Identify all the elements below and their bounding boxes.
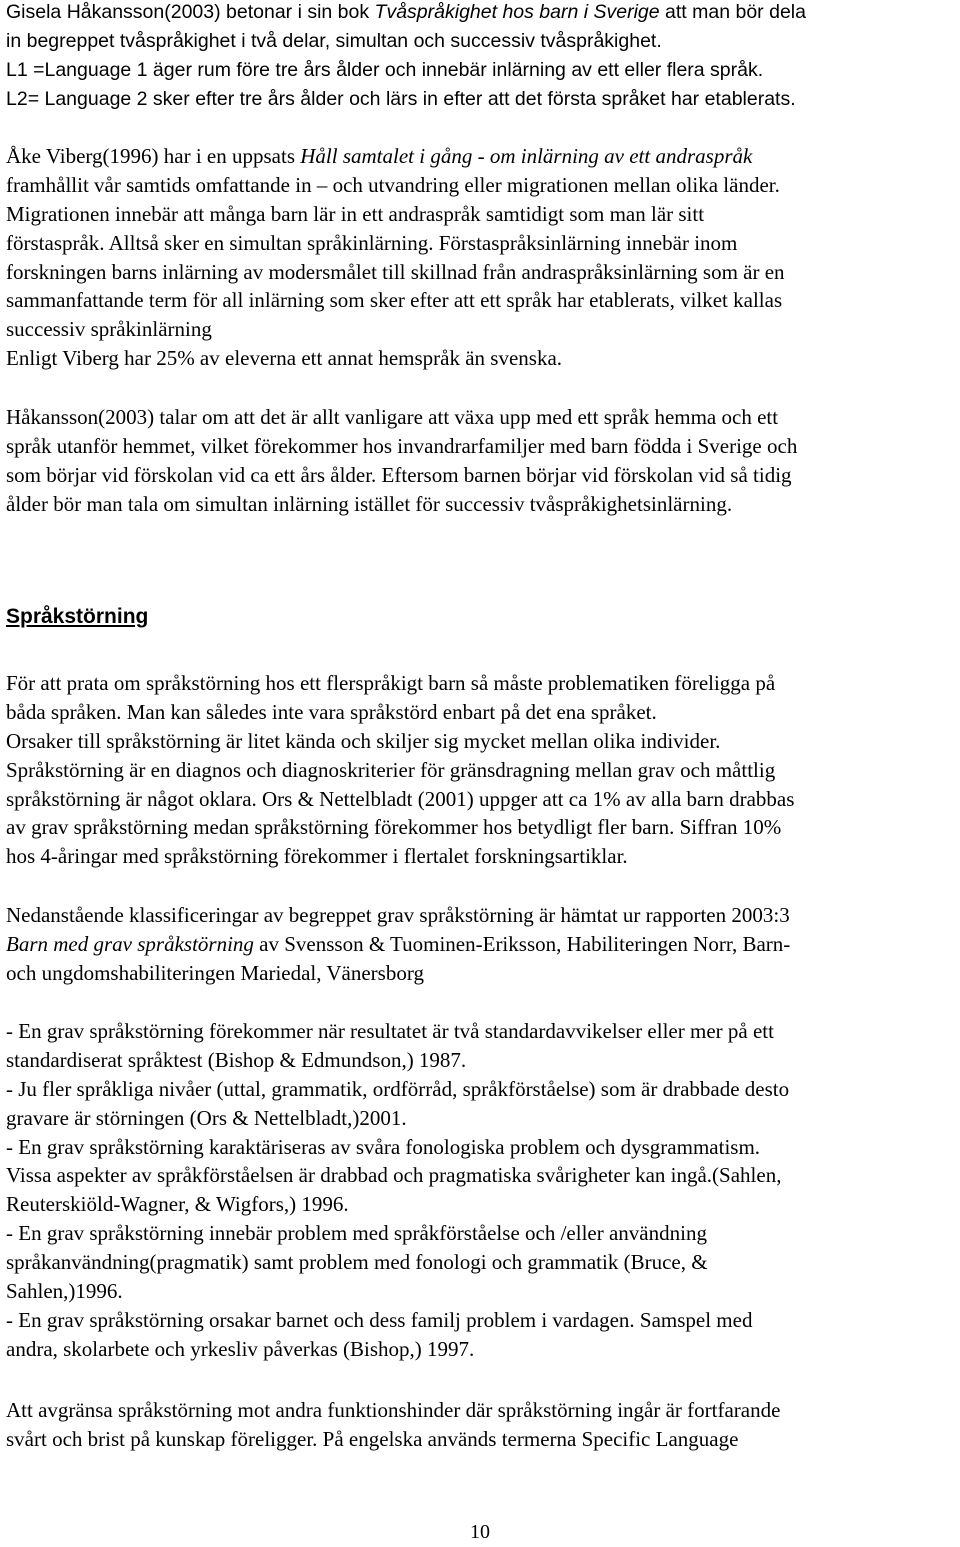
classification-paragraph — [6, 901, 956, 988]
text-line — [6, 0, 956, 27]
list-item: andra, skolarbete och yrkesliv påverkas (Bishop,) 1997. — [6, 1336, 475, 1361]
text-line: successiv språkinlärning — [6, 317, 212, 342]
text-run: Åke Viberg(1996) har i en uppsats — [6, 144, 301, 168]
intro-paragraph — [6, 0, 956, 114]
essay-title: Håll samtalet i gång - om inlärning av ett andraspråk — [300, 144, 753, 168]
text-run: att man bör dela — [659, 1, 806, 23]
list-item: Vissa aspekter av språkförståelsen är drabbad och pragmatiska svårigheter kan ingå.(Sahlen, — [6, 1163, 782, 1188]
text-line: forskningen barns inlärning av modersmålet till skillnad från andraspråksinlärning som är en — [6, 259, 785, 284]
list-item: - En grav språkstörning förekommer när resultatet är två standardavvikelser eller mer på ett — [6, 1019, 774, 1043]
text-line: förstaspråk. Alltså sker en simultan språkinlärning. Förstaspråksinlärning innebär inom — [6, 230, 738, 255]
text-run: Gisela Håkansson(2003) betonar i sin bok — [6, 1, 375, 23]
text-line: Språkstörning är en diagnos och diagnoskriterier för gränsdragning mellan grav och måttlig — [6, 757, 776, 782]
text-line: ålder bör man tala om simultan inlärning istället för successiv tvåspråkighetsinlärning. — [6, 491, 733, 516]
viberg-paragraph — [6, 142, 956, 373]
text-line: Nedanstående klassificeringar av begreppet grav språkstörning är hämtat ur rapporten 2003:3 — [6, 903, 790, 927]
list-item: standardiserat språktest (Bishop & Edmundson,) 1987. — [6, 1047, 467, 1072]
text-run: av Svensson & Tuominen-Eriksson, Habiliteringen Norr, Barn- — [253, 931, 791, 956]
list-item: språkanvändning(pragmatik) samt problem med fonologi och grammatik (Bruce, & — [6, 1250, 708, 1275]
list-item: Reuterskiöld-Wagner, & Wigfors,) 1996. — [6, 1192, 349, 1217]
text-line: språk utanför hemmet, vilket förekommer hos invandrarfamiljer med barn födda i Sverige och — [6, 433, 798, 458]
sprakstorning-intro-paragraph — [6, 669, 956, 871]
text-line: framhållit vår samtids omfattande in – och utvandring eller migrationen mellan olika länder. — [6, 172, 780, 197]
text-line: språkstörning är något oklara. Ors & Nettelbladt (2001) uppger att ca 1% av alla barn drabbas — [6, 786, 795, 811]
text-line: och ungdomshabiliteringen Mariedal, Vänersborg — [6, 960, 424, 985]
text-line: L1 =Language 1 äger rum före tre års ålder och innebär inlärning av ett eller flera språk. — [6, 59, 764, 81]
text-line: hos 4-åringar med språkstörning förekommer i flertalet forskningsartiklar. — [6, 844, 628, 869]
text-line: av grav språkstörning medan språkstörning förekommer hos betydligt fler barn. Siffran 10% — [6, 815, 782, 840]
text-line: sammanfattande term för all inlärning som sker efter att ett språk har etablerats, vilket kallas — [6, 288, 783, 313]
list-item: Sahlen,)1996. — [6, 1279, 123, 1304]
list-item: - En grav språkstörning innebär problem med språkförståelse och /eller användning — [6, 1221, 707, 1246]
text-line: som börjar vid förskolan vid ca ett års ålder. Eftersom barnen börjar vid förskolan vid så tidig — [6, 462, 792, 487]
text-line: in begreppet tvåspråkighet i två delar, simultan och successiv tvåspråkighet. — [6, 30, 662, 52]
text-line: Att avgränsa språkstörning mot andra funktionshinder där språkstörning ingår är fortfarande — [6, 1398, 781, 1422]
book-title: Tvåspråkighet hos barn i Sverige — [374, 1, 660, 23]
section-heading: Språkstörning — [6, 605, 149, 628]
hakansson-paragraph — [6, 403, 956, 519]
text-line: För att prata om språkstörning hos ett flerspråkigt barn så måste problematiken föreligga på — [6, 671, 776, 695]
list-item: - En grav språkstörning orsakar barnet och dess familj problem i vardagen. Samspel med — [6, 1307, 753, 1332]
text-line: L2= Language 2 sker efter tre års ålder och lärs in efter att det första språket har etablerats. — [6, 88, 796, 110]
list-item: - En grav språkstörning karaktäriseras av svåra fonologiska problem och dysgrammatism. — [6, 1134, 761, 1159]
text-line: Migrationen innebär att många barn lär in ett andraspråk samtidigt som man lär sitt — [6, 201, 705, 226]
list-item: - Ju fler språkliga nivåer (uttal, grammatik, ordförråd, språkförståelse) som är drabbade desto — [6, 1076, 790, 1101]
text-line: Enligt Viberg har 25% av eleverna ett annat hemspråk än svenska. — [6, 346, 563, 371]
text-line — [6, 142, 956, 171]
text-line: Håkansson(2003) talar om att det är allt vanligare att växa upp med ett språk hemma och ett — [6, 405, 779, 429]
text-line: Orsaker till språkstörning är litet kända och skiljer sig mycket mellan olika individer. — [6, 728, 721, 753]
report-title: Barn med grav språkstörning — [6, 931, 254, 956]
classification-list — [6, 1017, 956, 1364]
closing-paragraph — [6, 1396, 956, 1454]
text-line — [6, 930, 956, 959]
page-number: 10 — [470, 1521, 490, 1543]
text-line: svårt och brist på kunskap föreligger. På engelska används termerna Specific Language — [6, 1426, 739, 1451]
list-item: gravare är störningen (Ors & Nettelbladt,)2001. — [6, 1105, 407, 1130]
text-line: båda språken. Man kan således inte vara språkstörd enbart på det ena språket. — [6, 699, 657, 724]
